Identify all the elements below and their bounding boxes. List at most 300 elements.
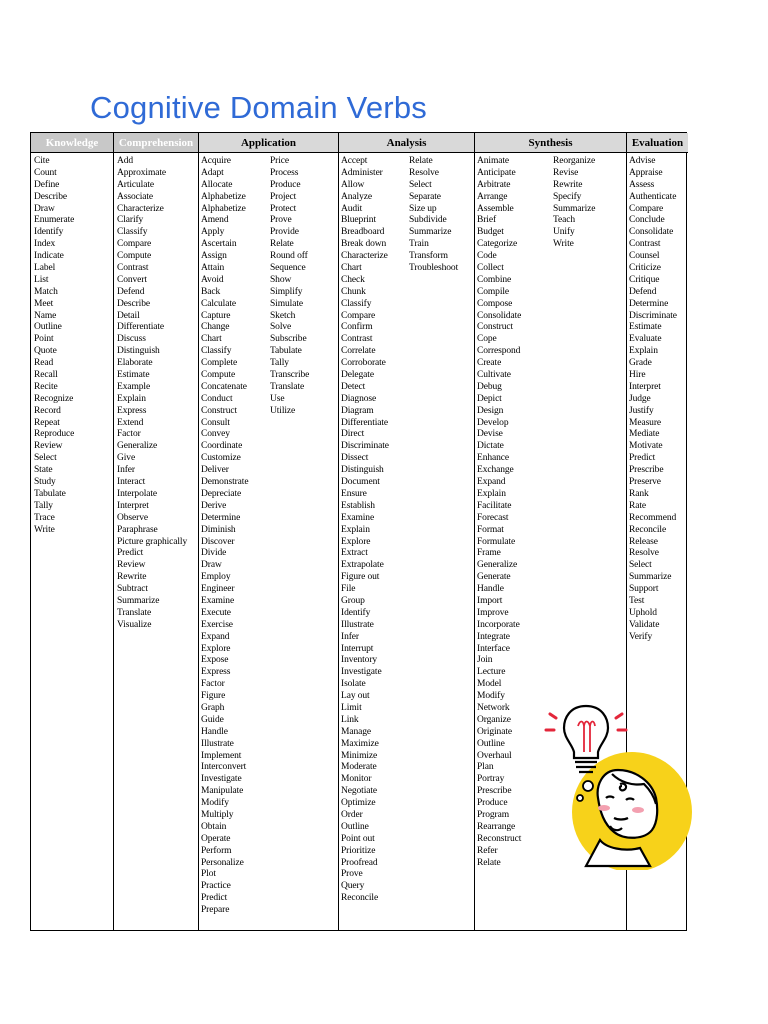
verb-item: Predict [201, 893, 228, 904]
verb-item: Expose [201, 655, 229, 666]
verb-item: Sketch [270, 310, 296, 321]
verb-item: Picture graphically [117, 536, 188, 547]
verb-item: Dissect [341, 453, 369, 464]
verb-list [477, 156, 521, 869]
verb-item: Recite [34, 381, 58, 392]
verb-item: Recognize [34, 393, 74, 404]
verb-item: Evaluate [629, 334, 662, 345]
verb-item: Chart [201, 334, 222, 345]
verb-item: Expand [477, 477, 506, 488]
verb-item: Hire [629, 370, 646, 381]
verb-item: Generate [477, 572, 511, 583]
verb-item: Concatenate [201, 381, 247, 392]
verb-item: Write [34, 524, 55, 535]
verb-item: Grade [629, 358, 652, 369]
verb-item: Translate [117, 607, 152, 618]
verb-item: Add [117, 156, 134, 166]
verb-item: File [341, 584, 356, 595]
column-body [31, 153, 113, 535]
verb-item: Formulate [477, 536, 516, 547]
verb-list [553, 156, 595, 251]
verb-item: Give [117, 453, 136, 464]
verb-item: Attain [201, 263, 225, 274]
verb-item: Appraise [629, 167, 663, 178]
verb-item: Review [34, 441, 63, 452]
verb-item: Plan [477, 762, 494, 773]
verb-item: Summarize [553, 203, 596, 214]
column-header: Knowledge [31, 133, 113, 153]
verb-item: Explain [629, 346, 658, 357]
verb-item: Create [477, 358, 502, 369]
verb-item: List [34, 274, 49, 285]
verb-item: Acquire [201, 156, 231, 166]
verb-item: Mediate [629, 429, 660, 440]
verb-list [270, 156, 309, 418]
verb-item: Derive [201, 500, 227, 511]
verb-item: Enhance [477, 453, 510, 464]
verb-item: Generalize [477, 560, 518, 571]
verb-item: Perform [201, 845, 232, 856]
verb-item: Portray [477, 774, 505, 785]
verb-item: Simulate [270, 298, 303, 309]
verb-item: Subtract [117, 584, 148, 595]
verb-item: Depreciate [201, 488, 242, 499]
verb-list [341, 156, 389, 905]
verb-item: Read [34, 358, 54, 369]
verb-item: Rewrite [117, 572, 147, 583]
verb-item: Process [270, 167, 299, 178]
column-body [114, 153, 198, 630]
verb-item: Explain [477, 488, 506, 499]
verb-item: Model [477, 679, 502, 690]
verb-item: Minimize [341, 750, 378, 761]
verb-item: Diagnose [341, 393, 377, 404]
verb-item: Specify [553, 191, 582, 202]
verb-item: Predict [629, 453, 656, 464]
verb-item: Enumerate [34, 215, 75, 226]
verb-item: Manipulate [201, 786, 244, 797]
verb-item: Provide [270, 227, 299, 238]
verb-item: Assemble [477, 203, 514, 214]
verb-item: Select [34, 453, 57, 464]
verb-item: Outline [34, 322, 62, 333]
verb-item: Prepare [201, 905, 230, 916]
verb-item: Label [34, 263, 56, 274]
verb-item: Write [553, 239, 574, 250]
verb-item: Facilitate [477, 500, 512, 511]
verb-item: Monitor [341, 774, 372, 785]
verb-item: Indicate [34, 251, 64, 262]
verb-item: Consult [201, 417, 230, 428]
verb-item: Determine [629, 298, 669, 309]
verb-item: Extract [341, 548, 368, 559]
verb-item: Determine [201, 512, 241, 523]
verb-item: Criticize [629, 263, 661, 274]
verb-item: Combine [477, 274, 512, 285]
verb-list [629, 156, 677, 644]
verb-item: Protect [270, 203, 297, 214]
verb-item: Originate [477, 726, 512, 737]
verb-item: Tally [270, 358, 289, 369]
verb-item: Predict [117, 548, 144, 559]
verb-item: Organize [477, 714, 511, 725]
verb-item: Figure [201, 691, 226, 702]
verb-item: Detect [341, 381, 366, 392]
verb-item: Infer [341, 631, 359, 642]
verb-item: Inventory [341, 655, 378, 666]
verb-item: Transcribe [270, 370, 310, 381]
verb-item: Accept [341, 156, 368, 166]
verb-item: Outline [341, 821, 369, 832]
verb-item: Classify [201, 346, 232, 357]
verb-item: Prove [341, 869, 363, 880]
verb-item: Relate [409, 156, 433, 166]
verb-item: Produce [270, 179, 301, 190]
verb-item: Cite [34, 156, 50, 166]
verb-item: Handle [201, 726, 228, 737]
verb-item: Simplify [270, 286, 303, 297]
verb-item: Prescribe [629, 465, 664, 476]
verb-item: Group [341, 595, 365, 606]
verb-item: Compute [201, 370, 236, 381]
verb-item: Capture [201, 310, 231, 321]
verb-item: Reconcile [629, 524, 667, 535]
verb-item: Direct [341, 429, 365, 440]
verb-item: Show [270, 274, 292, 285]
verb-item: Approximate [117, 167, 167, 178]
verb-item: Graph [201, 702, 225, 713]
verb-item: Produce [477, 798, 508, 809]
column-header: Application [199, 133, 338, 153]
verb-item: Compute [117, 251, 152, 262]
verb-item: Recommend [629, 512, 677, 523]
verb-item: Corroborate [341, 358, 386, 369]
verb-item: Employ [201, 572, 231, 583]
verb-item: Explore [341, 536, 371, 547]
verb-item: Breadboard [341, 227, 385, 238]
column-body [339, 153, 474, 904]
verb-item: Distinguish [117, 346, 160, 357]
verb-item: Support [629, 584, 659, 595]
verb-item: Arrange [477, 191, 508, 202]
verb-item: Example [117, 381, 151, 392]
verb-item: Interpolate [117, 488, 158, 499]
verb-item: Size up [409, 203, 437, 214]
verb-item: Moderate [341, 762, 377, 773]
verb-item: Match [34, 286, 58, 297]
verb-item: Examine [341, 512, 375, 523]
verb-item: Cultivate [477, 370, 511, 381]
verb-item: Distinguish [341, 465, 384, 476]
verb-item: Identify [34, 227, 64, 238]
verb-item: Chunk [341, 286, 366, 297]
verb-item: Name [34, 310, 57, 321]
verb-item: Rewrite [553, 179, 583, 190]
verb-item: Integrate [477, 631, 510, 642]
verb-item: Compose [477, 298, 513, 309]
verb-item: Resolve [409, 167, 439, 178]
verb-item: Format [477, 524, 504, 535]
verb-item: Operate [201, 833, 231, 844]
verb-item: Analyze [341, 191, 372, 202]
verb-item: Diagram [341, 405, 374, 416]
verb-item: Frame [477, 548, 501, 559]
verb-item: Establish [341, 500, 375, 511]
verb-item: Discriminate [629, 310, 677, 321]
verb-item: Validate [629, 619, 660, 630]
verb-item: Illustrate [341, 619, 374, 630]
verb-item: Link [341, 714, 359, 725]
verb-item: Explain [117, 393, 146, 404]
verb-item: Draw [34, 203, 55, 214]
verb-item: Join [477, 655, 493, 666]
verb-item: Ensure [341, 488, 367, 499]
verb-item: Revise [553, 167, 579, 178]
verb-item: Summarize [629, 572, 672, 583]
verb-item: Troubleshoot [409, 263, 459, 274]
verb-item: Break down [341, 239, 387, 250]
verb-item: Express [117, 405, 147, 416]
verb-item: State [34, 465, 53, 476]
verb-item: Conduct [201, 393, 233, 404]
verb-item: Personalize [201, 857, 244, 868]
verb-item: Isolate [341, 679, 366, 690]
column-application [199, 133, 339, 930]
verb-item: Contrast [117, 263, 149, 274]
verb-item: Interrupt [341, 643, 374, 654]
verb-item: Classify [117, 227, 148, 238]
verb-item: Guide [201, 714, 224, 725]
verb-item: Compile [477, 286, 510, 297]
verb-item: Release [629, 536, 658, 547]
verb-item: Contrast [629, 239, 661, 250]
verb-item: Extrapolate [341, 560, 384, 571]
verb-item: Maximize [341, 738, 379, 749]
verb-item: Infer [117, 465, 135, 476]
verb-item: Defend [629, 286, 657, 297]
verb-item: Refer [477, 845, 498, 856]
verb-item: Prescribe [477, 786, 512, 797]
verb-list [34, 156, 74, 537]
column-header: Evaluation [627, 133, 688, 153]
verb-item: Devise [477, 429, 503, 440]
verb-item: Justify [629, 405, 654, 416]
verb-item: Sequence [270, 263, 306, 274]
verb-item: Modify [201, 798, 229, 809]
verb-item: Lay out [341, 691, 370, 702]
verb-item: Modify [477, 691, 505, 702]
verb-item: Investigate [341, 667, 382, 678]
verb-item: Ascertain [201, 239, 237, 250]
verb-item: Meet [34, 298, 54, 309]
verb-item: Overhaul [477, 750, 512, 761]
verb-item: Cope [477, 334, 497, 345]
verb-item: Define [34, 179, 60, 190]
verb-item: Collect [477, 263, 504, 274]
verb-item: Explain [341, 524, 370, 535]
verb-item: Engineer [201, 584, 235, 595]
verb-item: Teach [553, 215, 576, 226]
verb-item: Critique [629, 274, 660, 285]
verb-item: Subdivide [409, 215, 447, 226]
column-header: Analysis [339, 133, 474, 153]
verb-item: Price [270, 156, 290, 166]
verb-item: Negotiate [341, 786, 378, 797]
verb-item: Delegate [341, 370, 374, 381]
verb-item: Tabulate [270, 346, 302, 357]
verb-item: Tally [34, 500, 53, 511]
verb-item: Chart [341, 263, 362, 274]
verb-item: Interconvert [201, 762, 247, 773]
verb-item: Articulate [117, 179, 154, 190]
verb-item: Test [629, 595, 645, 606]
verb-item: Correlate [341, 346, 376, 357]
verb-item: Exercise [201, 619, 233, 630]
verb-item: Subscribe [270, 334, 307, 345]
verb-item: Round off [270, 251, 308, 262]
verb-item: Outline [477, 738, 505, 749]
verb-item: Complete [201, 358, 238, 369]
verb-item: Construct [201, 405, 238, 416]
verb-item: Tabulate [34, 488, 66, 499]
verb-item: Alphabetize [201, 191, 246, 202]
verb-item: Convert [117, 274, 147, 285]
verb-list [201, 156, 248, 917]
verb-item: Measure [629, 417, 662, 428]
verb-item: Audit [341, 203, 363, 214]
verb-item: Recall [34, 370, 58, 381]
verb-list [117, 156, 187, 632]
verb-item: Limit [341, 702, 362, 713]
verb-item: Compare [117, 239, 152, 250]
verb-item: Convey [201, 429, 230, 440]
verb-item: Consolidate [629, 227, 674, 238]
verb-item: Utilize [270, 405, 296, 416]
verb-item: Observe [117, 512, 148, 523]
verb-item: Quote [34, 346, 57, 357]
verb-item: Relate [477, 857, 501, 868]
verb-item: Code [477, 251, 497, 262]
verb-item: Apply [201, 227, 225, 238]
verb-item: Elaborate [117, 358, 153, 369]
verb-item: Adapt [201, 167, 224, 178]
verb-list [409, 156, 458, 275]
column-analysis [339, 133, 475, 930]
verb-item: Discover [201, 536, 235, 547]
verb-item: Compare [341, 310, 376, 321]
verb-item: Categorize [477, 239, 518, 250]
verb-item: Plot [201, 869, 216, 880]
verb-item: Project [270, 191, 297, 202]
verb-item: Lecture [477, 667, 506, 678]
verb-item: Draw [201, 560, 222, 571]
verb-item: Customize [201, 453, 241, 464]
verb-item: Rate [629, 500, 647, 511]
verb-item: Back [201, 286, 221, 297]
verb-item: Design [477, 405, 504, 416]
column-header: Synthesis [475, 133, 626, 153]
verb-item: Differentiate [117, 322, 165, 333]
verb-item: Correspond [477, 346, 521, 357]
verb-item: Interface [477, 643, 510, 654]
verb-item: Transform [409, 251, 448, 262]
verb-item: Reconcile [341, 893, 379, 904]
verb-item: Interact [117, 477, 146, 488]
verb-item: Counsel [629, 251, 660, 262]
column-comprehension [114, 133, 199, 930]
verb-item: Arbitrate [477, 179, 511, 190]
verb-item: Construct [477, 322, 514, 333]
verb-item: Differentiate [341, 417, 389, 428]
verb-item: Animate [477, 156, 510, 166]
verb-item: Estimate [629, 322, 662, 333]
verb-item: Coordinate [201, 441, 243, 452]
verb-item: Order [341, 809, 363, 820]
column-body [627, 153, 688, 642]
verb-item: Query [341, 881, 365, 892]
verb-item: Contrast [341, 334, 373, 345]
verb-item: Reproduce [34, 429, 75, 440]
verb-item: Repeat [34, 417, 60, 428]
verb-item: Uphold [629, 607, 657, 618]
verb-item: Reconstruct [477, 833, 522, 844]
verb-item: Divide [201, 548, 227, 559]
verb-item: Implement [201, 750, 242, 761]
verb-item: Factor [117, 429, 141, 440]
verb-item: Handle [477, 584, 504, 595]
column-knowledge [31, 133, 114, 930]
verb-item: Point [34, 334, 54, 345]
verb-item: Incorporate [477, 619, 520, 630]
verb-item: Consolidate [477, 310, 522, 321]
verb-item: Alphabetize [201, 203, 246, 214]
column-header: Comprehension [114, 133, 198, 153]
verb-item: Discuss [117, 334, 146, 345]
verb-item: Forecast [477, 512, 509, 523]
verb-item: Generalize [117, 441, 158, 452]
verb-item: Describe [34, 191, 67, 202]
verb-item: Amend [201, 215, 229, 226]
verb-item: Allow [341, 179, 365, 190]
verb-item: Explore [201, 643, 231, 654]
verb-item: Confirm [341, 322, 373, 333]
verb-item: Extend [117, 417, 144, 428]
verb-item: Administer [341, 167, 383, 178]
verb-item: Prove [270, 215, 292, 226]
verb-item: Rearrange [477, 821, 516, 832]
verb-item: Select [409, 179, 432, 190]
verb-item: Develop [477, 417, 509, 428]
verb-item: Anticipate [477, 167, 516, 178]
verb-item: Use [270, 393, 285, 404]
verb-item: Demonstrate [201, 477, 249, 488]
verb-item: Execute [201, 607, 231, 618]
verb-item: Interpret [117, 500, 149, 511]
verb-item: Discriminate [341, 441, 389, 452]
verb-item: Blueprint [341, 215, 376, 226]
column-body [475, 153, 626, 868]
verb-item: Authenticate [629, 191, 677, 202]
verb-item: Manage [341, 726, 371, 737]
verb-item: Reorganize [553, 156, 596, 166]
verb-item: Point out [341, 833, 375, 844]
verb-item: Proofread [341, 857, 378, 868]
verb-item: Characterize [341, 251, 388, 262]
verb-item: Practice [201, 881, 231, 892]
verb-item: Exchange [477, 465, 514, 476]
verb-item: Advise [629, 156, 656, 166]
verb-item: Translate [270, 381, 305, 392]
